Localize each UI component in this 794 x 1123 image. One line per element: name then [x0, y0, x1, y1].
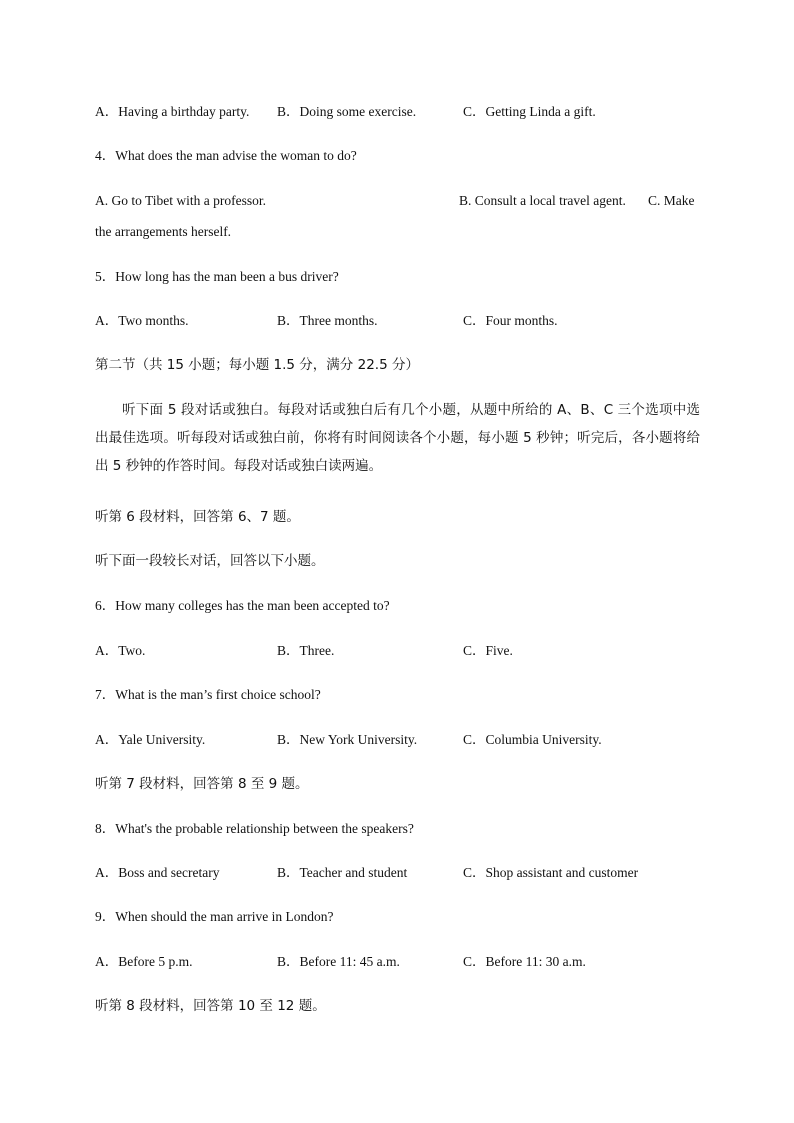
q5-option-b: B．Three months.	[277, 313, 378, 328]
q5-stem: 5．How long has the man been a bus driver?	[95, 269, 339, 284]
listen7-instruction: 听第 7 段材料，回答第 8 至 9 题。	[95, 776, 309, 792]
q5-option-c: C．Four months.	[463, 313, 558, 328]
q7-stem: 7．What is the man’s first choice school?	[95, 687, 321, 702]
q5-option-a: A．Two months.	[95, 313, 189, 328]
q7-option-c: C．Columbia University.	[463, 732, 602, 747]
q8-option-a: A．Boss and secretary	[95, 865, 220, 880]
q9-option-c: C．Before 11: 30 a.m.	[463, 954, 586, 969]
q4-option-c-part1: C. Make	[648, 193, 695, 208]
q4-option-c-part2: the arrangements herself.	[95, 224, 232, 239]
listen-long-instruction: 听下面一段较长对话，回答以下小题。	[95, 553, 325, 569]
q4-option-b: B. Consult a local travel agent.	[459, 193, 626, 208]
section2-heading: 第二节（共 15 小题；每小题 1.5 分，满分 22.5 分）	[95, 357, 419, 373]
q6-option-b: B．Three.	[277, 643, 335, 658]
q6-option-a: A．Two.	[95, 643, 146, 658]
listen6-instruction: 听第 6 段材料，回答第 6、7 题。	[95, 509, 300, 525]
listen8-instruction: 听第 8 段材料，回答第 10 至 12 题。	[95, 998, 326, 1014]
q7-option-b: B．New York University.	[277, 732, 418, 747]
q6-option-c: C．Five.	[463, 643, 513, 658]
q8-option-b: B．Teacher and student	[277, 865, 408, 880]
q4-stem: 4．What does the man advise the woman to do?	[95, 148, 357, 163]
q8-option-c: C．Shop assistant and customer	[463, 865, 639, 880]
q6-stem: 6．How many colleges has the man been accepted to?	[95, 598, 390, 613]
q9-stem: 9．When should the man arrive in London?	[95, 909, 334, 924]
q3-option-a: A．Having a birthday party.	[95, 104, 250, 119]
section2-instructions: 听下面 5 段对话或独白。每段对话或独白后有几个小题，从题中所给的 A、B、C 三个选项中选出最佳选项。听每段对话或独白前，你将有时间阅读各个小题，每小题 5 秒钟；听完后，各小题将给出 5 秒钟的作答时间。每段对话或独白读两遍。	[95, 402, 700, 474]
q9-option-b: B．Before 11: 45 a.m.	[277, 954, 400, 969]
q7-option-a: A．Yale University.	[95, 732, 206, 747]
q3-option-b: B．Doing some exercise.	[277, 104, 417, 119]
q3-option-c: C．Getting Linda a gift.	[463, 104, 596, 119]
q9-option-a: A．Before 5 p.m.	[95, 954, 193, 969]
q8-stem: 8．What's the probable relationship between the speakers?	[95, 821, 414, 836]
q4-option-a: A. Go to Tibet with a professor.	[95, 193, 267, 208]
